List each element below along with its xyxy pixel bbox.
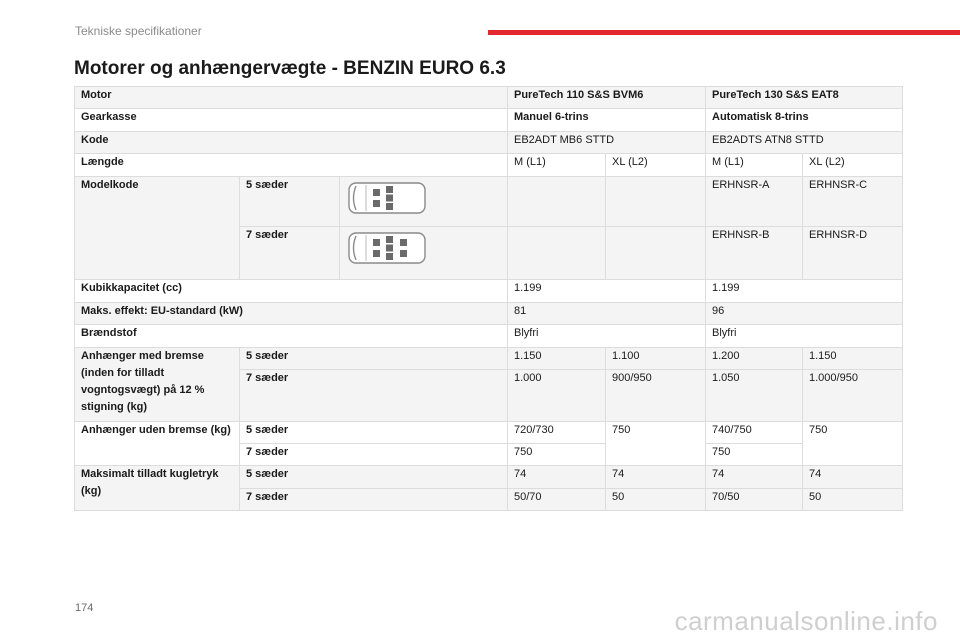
- watermark: carmanualsonline.info: [674, 606, 938, 636]
- braked-trailer-cell: 1.100: [606, 348, 706, 370]
- spec-table: [74, 86, 903, 511]
- displacement-2: 1.199: [706, 280, 903, 303]
- table-row-braendstof: [75, 325, 903, 348]
- noseweight-cell: 70/50: [706, 489, 803, 511]
- row-label-kubik: Kubikkapacitet (cc): [75, 280, 508, 303]
- seats-5-label: 5 sæder: [240, 177, 340, 227]
- unbraked-trailer-cell: 750: [508, 444, 606, 466]
- noseweight-cell: 50: [606, 489, 706, 511]
- braked-trailer-cell: 1.050: [706, 370, 803, 422]
- van-7-seats-cell: [340, 227, 508, 280]
- engine-1-name: PureTech 110 S&S BVM6: [508, 87, 706, 109]
- section-label: Tekniske specifikationer: [75, 24, 202, 38]
- row-label-modelkode: Modelkode: [75, 177, 240, 280]
- braked-trailer-cell: 1.150: [803, 348, 903, 370]
- braked-trailer-cell: 1.150: [508, 348, 606, 370]
- page-title: Motorer og anhængervægte - BENZIN EURO 6.3: [74, 58, 506, 79]
- table-row-kugle-5: [75, 466, 903, 489]
- noseweight-cell: 74: [706, 466, 803, 489]
- seats-7-label: 7 sæder: [240, 444, 508, 466]
- modelcode-cell: [508, 177, 606, 227]
- row-label-braendstof: Brændstof: [75, 325, 508, 348]
- seats-5-label: 5 sæder: [240, 466, 508, 489]
- braked-trailer-cell: 900/950: [606, 370, 706, 422]
- fuel-2: Blyfri: [706, 325, 903, 348]
- gearbox-2: Automatisk 8-trins: [706, 109, 903, 132]
- seats-7-label: 7 sæder: [240, 227, 340, 280]
- modelcode-cell: [508, 227, 606, 280]
- unbraked-trailer-cell: 750: [706, 444, 803, 466]
- row-label-anh-uden: Anhænger uden bremse (kg): [75, 422, 240, 466]
- engine-2-name: PureTech 130 S&S EAT8: [706, 87, 903, 109]
- noseweight-cell: 50/70: [508, 489, 606, 511]
- displacement-1: 1.199: [508, 280, 706, 303]
- modelcode-cell: [606, 227, 706, 280]
- gearbox-1: Manuel 6-trins: [508, 109, 706, 132]
- table-row-effekt: [75, 303, 903, 325]
- table-row-motor: [75, 87, 903, 109]
- table-row-kode: [75, 132, 903, 154]
- power-1: 81: [508, 303, 706, 325]
- modelcode-cell: ERHNSR-D: [803, 227, 903, 280]
- noseweight-cell: 50: [803, 489, 903, 511]
- row-label-effekt: Maks. effekt: EU-standard (kW): [75, 303, 508, 325]
- table-row-anh-bremse-5: [75, 348, 903, 370]
- van-7-seats-icon: [346, 229, 428, 267]
- noseweight-cell: 74: [606, 466, 706, 489]
- row-label-motor: Motor: [75, 87, 508, 109]
- braked-trailer-cell: 1.000: [508, 370, 606, 422]
- length-cell: XL (L2): [803, 154, 903, 177]
- power-2: 96: [706, 303, 903, 325]
- row-label-laengde: Længde: [75, 154, 508, 177]
- row-label-gearkasse: Gearkasse: [75, 109, 508, 132]
- table-row-modelkode-5: [75, 177, 903, 227]
- header-accent-bar: [488, 30, 960, 35]
- seats-7-label: 7 sæder: [240, 370, 508, 422]
- modelcode-cell: ERHNSR-C: [803, 177, 903, 227]
- seats-5-label: 5 sæder: [240, 348, 508, 370]
- length-cell: XL (L2): [606, 154, 706, 177]
- van-5-seats-icon: [346, 179, 428, 217]
- table-row-gearkasse: [75, 109, 903, 132]
- code-1: EB2ADT MB6 STTD: [508, 132, 706, 154]
- length-cell: M (L1): [706, 154, 803, 177]
- page-number: 174: [75, 602, 94, 614]
- row-label-anh-bremse: Anhænger med bremse (inden for tilladt vogntogsvægt) på 12 % stigning (kg): [75, 348, 240, 422]
- modelcode-cell: ERHNSR-A: [706, 177, 803, 227]
- unbraked-trailer-cell: 740/750: [706, 422, 803, 444]
- table-row-kubik: [75, 280, 903, 303]
- seats-5-label: 5 sæder: [240, 422, 508, 444]
- unbraked-trailer-cell: 720/730: [508, 422, 606, 444]
- row-label-kode: Kode: [75, 132, 508, 154]
- braked-trailer-cell: 1.000/950: [803, 370, 903, 422]
- code-2: EB2ADTS ATN8 STTD: [706, 132, 903, 154]
- unbraked-trailer-cell: 750: [803, 422, 903, 466]
- modelcode-cell: [606, 177, 706, 227]
- noseweight-cell: 74: [508, 466, 606, 489]
- table-row-laengde: [75, 154, 903, 177]
- unbraked-trailer-cell: 750: [606, 422, 706, 466]
- row-label-kugle: Maksimalt tilladt kugletryk (kg): [75, 466, 240, 511]
- fuel-1: Blyfri: [508, 325, 706, 348]
- noseweight-cell: 74: [803, 466, 903, 489]
- van-5-seats-cell: [340, 177, 508, 227]
- seats-7-label: 7 sæder: [240, 489, 508, 511]
- modelcode-cell: ERHNSR-B: [706, 227, 803, 280]
- length-cell: M (L1): [508, 154, 606, 177]
- table-row-anh-uden-5: [75, 422, 903, 444]
- braked-trailer-cell: 1.200: [706, 348, 803, 370]
